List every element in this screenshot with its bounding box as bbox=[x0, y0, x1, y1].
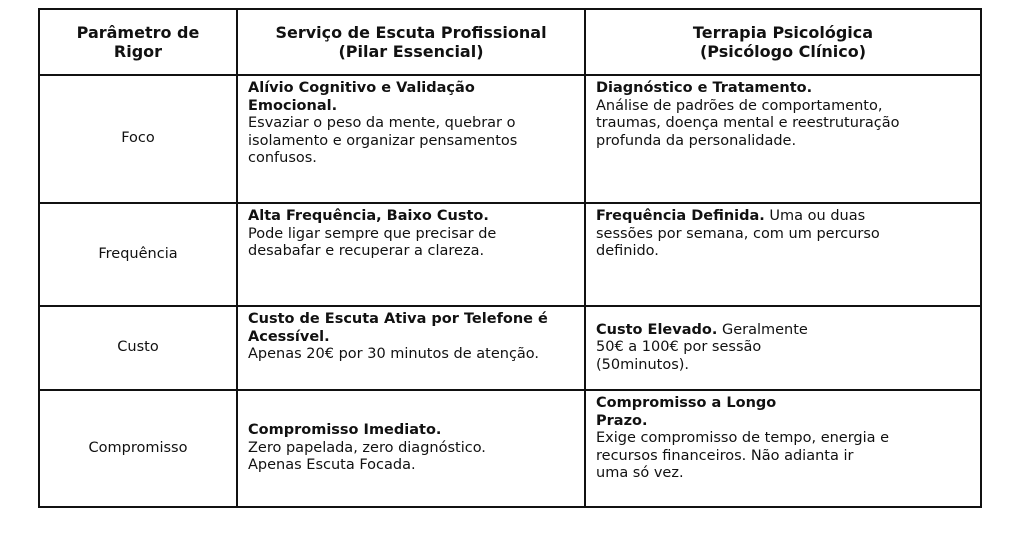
row-parameter-focus: Foco bbox=[39, 75, 237, 203]
header-parameter: Parâmetro de Rigor bbox=[39, 9, 237, 75]
cell-therapy-focus: Diagnóstico e Tratamento. Análise de padrões de comportamento, traumas, doença mental e reestruturação profunda da personalidade. bbox=[585, 75, 981, 203]
comparison-table-wrapper bbox=[38, 8, 980, 508]
row-parameter-frequency: Frequência bbox=[39, 203, 237, 306]
cell-therapy-cost: Custo Elevado. Geralmente 50€ a 100€ por sessão (50minutos). bbox=[585, 306, 981, 390]
comparison-table bbox=[38, 8, 982, 508]
cell-listening-focus: Alívio Cognitivo e Validação Emocional. Esvaziar o peso da mente, quebrar o isolamento e organizar pensamentos confusos. bbox=[237, 75, 585, 203]
cell-listening-commitment: Compromisso Imediato. Zero papelada, zero diagnóstico. Apenas Escuta Focada. bbox=[237, 390, 585, 507]
table-row bbox=[39, 203, 981, 306]
cell-listening-cost: Custo de Escuta Ativa por Telefone é Acessível. Apenas 20€ por 30 minutos de atenção. bbox=[237, 306, 585, 390]
cell-therapy-frequency: Frequência Definida. Uma ou duas sessões por semana, com um percurso definido. bbox=[585, 203, 981, 306]
table-row bbox=[39, 306, 981, 390]
cell-listening-frequency: Alta Frequência, Baixo Custo. Pode ligar sempre que precisar de desabafar e recuperar a clareza. bbox=[237, 203, 585, 306]
table-row bbox=[39, 75, 981, 203]
row-parameter-commitment: Compromisso bbox=[39, 390, 237, 507]
table-row bbox=[39, 390, 981, 507]
row-parameter-cost: Custo bbox=[39, 306, 237, 390]
header-listening-service: Serviço de Escuta Profissional (Pilar Essencial) bbox=[237, 9, 585, 75]
cell-therapy-commitment: Compromisso a Longo Prazo. Exige compromisso de tempo, energia e recursos financeiros. Não adianta ir uma só vez. bbox=[585, 390, 981, 507]
table-header-row bbox=[39, 9, 981, 75]
header-psychological-therapy: Terrapia Psicológica (Psicólogo Clínico) bbox=[585, 9, 981, 75]
